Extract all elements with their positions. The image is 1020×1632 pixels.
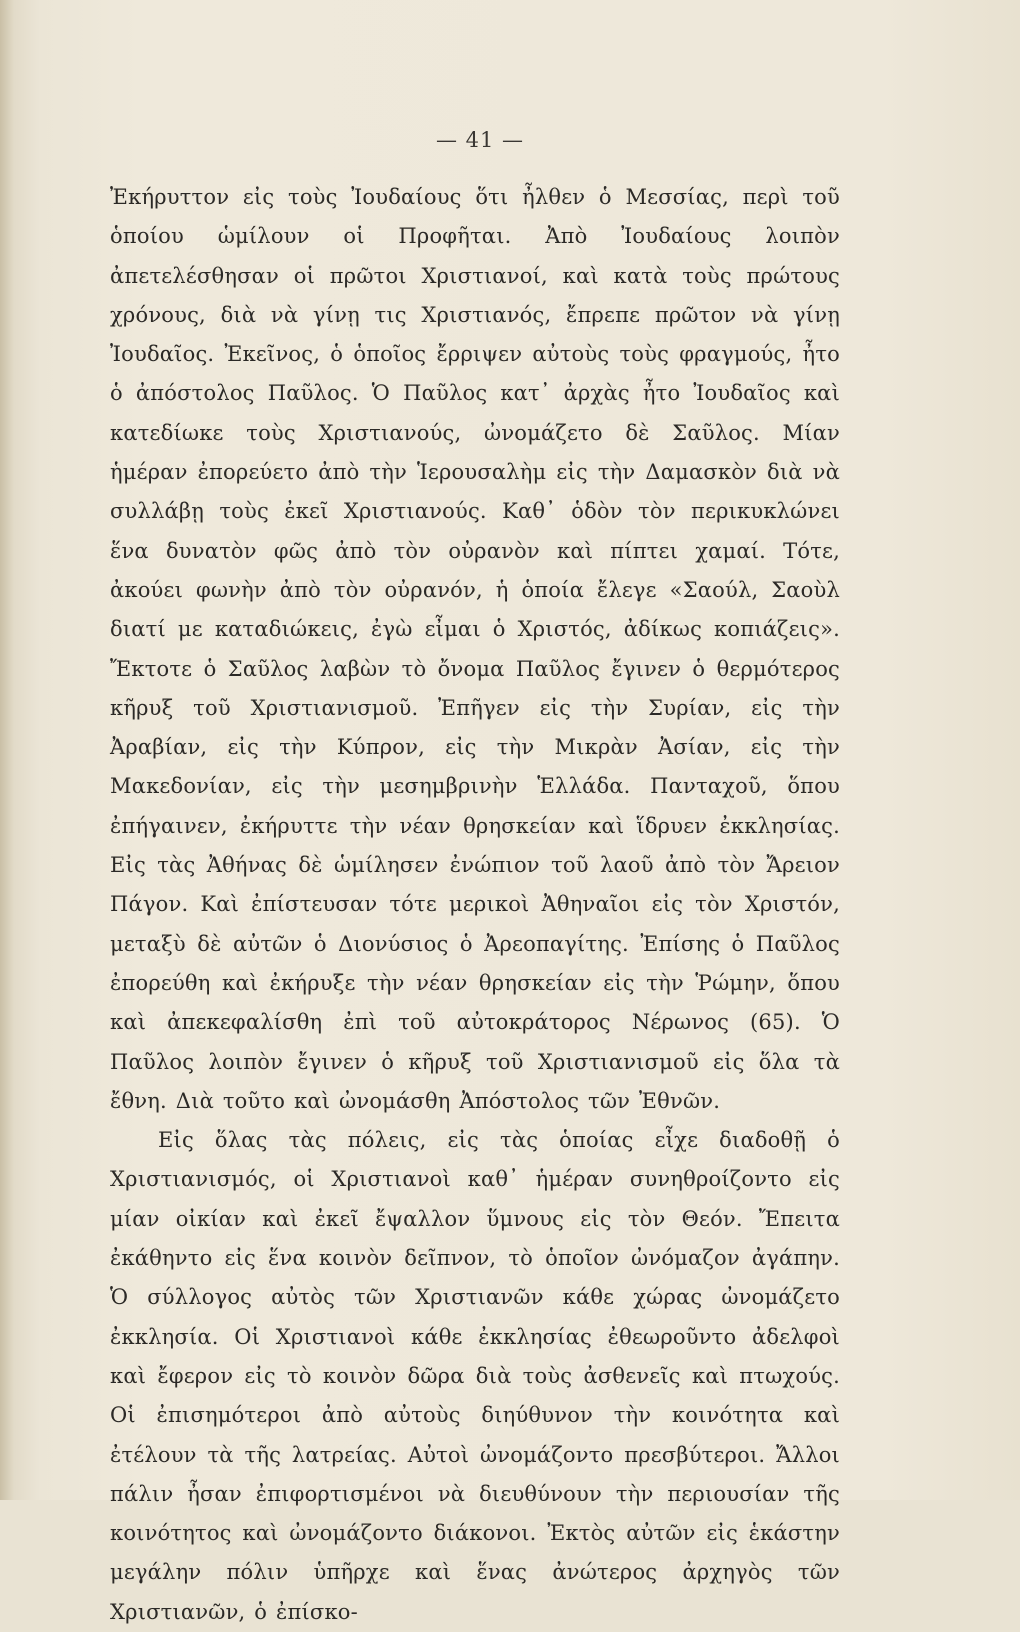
paragraph-paul: Ἐκήρυττον εἰς τοὺς Ἰουδαίους ὅτι ἦλθεν ὁ Μεσσίας, περὶ τοῦ ὁποίου ὡμίλουν οἱ Προφῆται. Ἀπὸ Ἰουδαίους λοιπὸν ἀπετελέσθησαν οἱ πρῶτοι Χριστιανοί, καὶ κατὰ τοὺς πρώτους χρόνους, διὰ νὰ γίνῃ τις Χριστιανός, ἔπρεπε πρῶτον νὰ γίνῃ Ἰουδαῖος. Ἐκεῖνος, ὁ ὁποῖος ἔρριψεν αὐτοὺς τοὺς φραγμούς, ἦτο ὁ ἀπόστολος Παῦλος. Ὁ Παῦλος κατ᾽ ἀρχὰς ἦτο Ἰουδαῖος καὶ κατεδίωκε τοὺς Χριστιανούς, ὠνομάζετο δὲ Σαῦλος. Μίαν ἡμέραν ἐπορεύετο ἀπὸ τὴν Ἱερουσαλὴμ εἰς τὴν Δαμασκὸν διὰ νὰ συλλάβῃ τοὺς ἐκεῖ Χριστιανούς. Καθ᾽ ὁδὸν τὸν περικυκλώνει ἕνα δυνατὸν φῶς ἀπὸ τὸν οὐρανὸν καὶ πίπτει χαμαί. Τότε, ἀκούει φωνὴν ἀπὸ τὸν οὐρανόν, ἡ ὁποία ἔλεγε «Σαούλ, Σαοὺλ διατί με καταδιώκεις, ἐγὼ εἶμαι ὁ Χριστός, ἀδίκως κοπιάζεις». Ἔκτοτε ὁ Σαῦλος λαβὼν τὸ ὄνομα Παῦλος ἔγινεν ὁ θερμότερος κῆρυξ τοῦ Χριστιανισμοῦ. Ἐπῆγεν εἰς τὴν Συρίαν, εἰς τὴν Ἀραβίαν, εἰς τὴν Κύπρον, εἰς τὴν Μικρὰν Ἀσίαν, εἰς τὴν Μακεδονίαν, εἰς τὴν μεσημβρινὴν Ἑλλάδα. Πανταχοῦ, ὅπου ἐπήγαινεν, ἐκήρυττε τὴν νέαν θρησκείαν καὶ ἵδρυεν ἐκκλησίας. Εἰς τὰς Ἀθήνας δὲ ὡμίλησεν ἐνώπιον τοῦ λαοῦ ἀπὸ τὸν Ἄρειον Πάγον. Καὶ ἐπίστευσαν τότε μερικοὶ Ἀθηναῖοι εἰς τὸν Χριστόν, μεταξὺ δὲ αὐτῶν ὁ Διονύσιος ὁ Ἀρεοπαγίτης. Ἐπίσης ὁ Παῦλος ἐπορεύθη καὶ ἐκήρυξε τὴν νέαν θρησκείαν εἰς τὴν Ῥώμην, ὅπου καὶ ἀπεκεφαλίσθη ἐπὶ τοῦ αὐτοκράτορος Νέρωνος (65). Ὁ Παῦλος λοιπὸν ἔγινεν ὁ κῆρυξ τοῦ Χριστιανισμοῦ εἰς ὅλα τὰ ἔθνη. Διὰ τοῦτο καὶ ὠνομάσθη Ἀπόστολος τῶν Ἐθνῶν. [110, 185, 840, 1113]
page-number: — 41 — [435, 128, 525, 152]
body-text [110, 178, 840, 1632]
paragraph-church: Εἰς ὅλας τὰς πόλεις, εἰς τὰς ὁποίας εἶχε διαδοθῇ ὁ Χριστιανισμός, οἱ Χριστιανοὶ καθ᾽ ἡμέραν συνηθροίζοντο εἰς μίαν οἰκίαν καὶ ἐκεῖ ἔψαλλον ὕμνους εἰς τὸν Θεόν. Ἔπειτα ἐκάθηντο εἰς ἕνα κοινὸν δεῖπνον, τὸ ὁποῖον ὠνόμαζον ἀγάπην. Ὁ σύλλογος αὐτὸς τῶν Χριστιανῶν κάθε χώρας ὠνομάζετο ἐκκλησία. Οἱ Χριστιανοὶ κάθε ἐκκλησίας ἐθεωροῦντο ἀδελφοὶ καὶ ἔφερον εἰς τὸ κοινὸν δῶρα διὰ τοὺς ἀσθενεῖς καὶ πτωχούς. Οἱ ἐπισημότεροι ἀπὸ αὐτοὺς διηύθυνον τὴν κοινότητα καὶ ἐτέλουν τὰ τῆς λατρείας. Αὐτοὶ ὠνομάζοντο πρεσβύτεροι. Ἄλλοι πάλιν ἦσαν ἐπιφορτισμένοι νὰ διευθύνουν τὴν περιουσίαν τῆς κοινότητος καὶ ὠνομάζοντο διάκονοι. Ἐκτὸς αὐτῶν εἰς ἑκάστην μεγάλην πόλιν ὑπῆρχε καὶ ἕνας ἀνώτερος ἀρχηγὸς τῶν Χριστιανῶν, ὁ ἐπίσκο- [110, 1128, 840, 1624]
page-binding-edge [0, 0, 14, 1500]
